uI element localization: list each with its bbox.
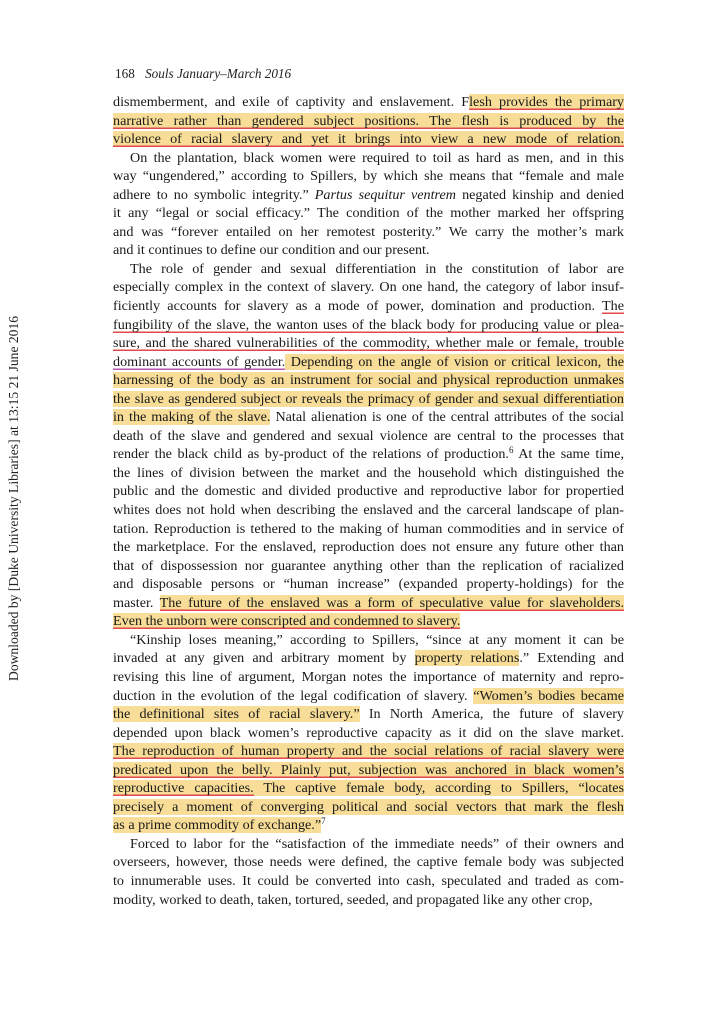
- text-line: [113, 835, 624, 854]
- highlighted-text: predicated upon the belly. Plainly put, subjection was anchored in black women’s: [113, 761, 624, 778]
- text-line: [113, 130, 624, 149]
- text-line: [113, 816, 624, 835]
- highlighted-text: as a prime commodity of exchange.”: [113, 817, 322, 834]
- text-line: [113, 149, 624, 168]
- footnote-ref: 7: [321, 816, 326, 827]
- text-run: “Kinship loses meaning,” according to Spillers, “since at any moment it can be: [130, 631, 624, 648]
- text-line: [113, 482, 624, 501]
- highlighted-text: reproductive capacities.: [113, 780, 254, 797]
- text-line: [113, 705, 624, 724]
- text-run: Partus sequitur ventrem: [314, 186, 457, 203]
- journal-title: Souls January–March 2016: [145, 66, 292, 81]
- text-line: [113, 353, 624, 372]
- text-line: [113, 278, 624, 297]
- text-run: way “ungendered,” according to Spillers, by which she means that “female and male: [113, 168, 624, 185]
- text-line: [113, 167, 624, 186]
- text-run: modity, worked to death, taken, tortured, seeded, and propagated like any other crop,: [113, 891, 593, 908]
- text-line: [113, 631, 624, 650]
- text-line: [113, 408, 624, 427]
- text-line: [113, 316, 624, 335]
- text-line: [113, 612, 624, 631]
- highlighted-text: Depending on the angle of vision or critical lexicon, the: [285, 353, 624, 370]
- download-watermark: Downloaded by [Duke University Libraries] at 13:15 21 June 2016: [6, 315, 21, 681]
- text-line: [113, 241, 624, 260]
- text-run: tation. Reproduction is tethered to the making of human commodities and in service of: [113, 520, 624, 537]
- text-line: [113, 297, 624, 316]
- text-line: [113, 668, 624, 687]
- highlighted-text: The captive female body, according to Spillers, “locates: [253, 780, 624, 797]
- highlighted-text: in the making of the slave.: [113, 409, 271, 426]
- text-line: [113, 390, 624, 409]
- underlined-text: fungibility of the slave, the wanton uses of the black body for producing value or plea-: [113, 316, 624, 333]
- text-line: [113, 557, 624, 576]
- highlighted-text: “Women’s bodies became: [473, 687, 624, 704]
- text-run: render the black child as by-product of the relations of production.: [113, 446, 509, 463]
- text-run: invaded at any given and arbitrary moment by: [113, 650, 415, 667]
- text-line: [113, 112, 624, 131]
- text-line: [113, 891, 624, 910]
- text-line: [113, 779, 624, 798]
- text-line: [113, 464, 624, 483]
- text-run: whites does not hold when describing the enslaved and the carceral landscape of plan-: [113, 502, 624, 519]
- text-run: that of dispossession nor guarantee anything other than the replication of racialized: [113, 557, 624, 574]
- text-run: public and the domestic and divided productive and reproductive labor for propertied: [113, 483, 624, 500]
- highlighted-text: lesh provides the primary: [469, 94, 624, 110]
- text-run: especially complex in the context of slavery. On one hand, the category of labor insuf-: [113, 279, 624, 296]
- text-run: and disposable persons or “human increase” (expanded property-holdings) for the: [113, 576, 624, 593]
- text-run: At the same time,: [513, 446, 624, 463]
- text-line: [113, 798, 624, 817]
- highlighted-text: narrative rather than gendered subject positions. The flesh is produced by the: [113, 112, 624, 129]
- text-run: In North America, the future of slavery: [359, 706, 624, 723]
- text-line: [113, 371, 624, 390]
- text-run: dismemberment, and exile of captivity and enslavement. F: [113, 94, 470, 110]
- highlighted-text: property relations: [414, 650, 520, 667]
- text-line: [113, 334, 624, 353]
- text-run: duction in the evolution of the legal codification of slavery.: [113, 687, 474, 704]
- text-run: .” Extending and: [519, 650, 624, 667]
- text-line: [113, 761, 624, 780]
- underlined-text: sure, and the shared vulnerabilities of the commodity, whether male or female, trouble: [113, 335, 624, 352]
- text-line: [113, 223, 624, 242]
- page-number: 168: [115, 66, 135, 81]
- text-run: negated kinship and denied: [456, 186, 624, 203]
- underlined-text: dominant accounts of gender.: [113, 353, 286, 370]
- text-line: [113, 742, 624, 761]
- footnote-ref: 6: [508, 445, 514, 456]
- text-line: [113, 445, 624, 464]
- text-run: the marketplace. For the enslaved, reproduction does not ensure any future other than: [113, 539, 624, 556]
- highlighted-text: precisely a moment of converging political and social vectors that mark the flesh: [113, 798, 624, 815]
- text-run: revising this line of argument, Morgan notes the importance of maternity and repro-: [113, 668, 624, 685]
- highlighted-text: the slave as gendered subject or reveals the primacy of gender and sexual differentiation: [113, 390, 624, 407]
- text-run: Forced to labor for the “satisfaction of the immediate needs” of their owners and: [130, 835, 624, 852]
- text-line: [113, 853, 624, 872]
- text-run: master.: [113, 594, 160, 611]
- highlighted-text: Even the unborn were conscripted and condemned to slavery.: [113, 613, 461, 630]
- text-line: [113, 520, 624, 539]
- text-run: the lines of division between the market and the household which distinguished the: [113, 464, 624, 481]
- text-line: [113, 93, 624, 112]
- highlighted-text: violence of racial slavery and yet it brings into view a new mode of relation.: [113, 131, 624, 148]
- text-run: and it continues to define our condition and our present.: [113, 242, 430, 259]
- highlighted-text: harnessing of the body as an instrument for social and physical reproduction unmakes: [113, 372, 624, 389]
- text-line: [113, 594, 624, 613]
- text-line: [113, 575, 624, 594]
- text-run: and was “forever entailed on her remotest posterity.” We carry the mother’s mark: [113, 223, 624, 240]
- text-run: ficiently accounts for slavery as a mode of power, domination and production.: [113, 298, 603, 315]
- text-run: The role of gender and sexual differentiation in the constitution of labor are: [130, 260, 624, 277]
- text-line: [113, 687, 624, 706]
- highlighted-text: The reproduction of human property and the social relations of racial slavery were: [113, 743, 624, 760]
- text-line: [113, 501, 624, 520]
- highlighted-text: the definitional sites of racial slavery.”: [113, 706, 360, 723]
- text-run: to innumerable uses. It could be converted into cash, speculated and traded as com-: [113, 872, 624, 889]
- text-run: On the plantation, black women were required to toil as hard as men, and in this: [130, 149, 624, 166]
- text-run: overseers, however, those needs were defined, the captive female body was subjected: [113, 854, 624, 871]
- text-line: [113, 724, 624, 743]
- text-line: [113, 186, 624, 205]
- text-line: [113, 260, 624, 279]
- text-run: death of the slave and gendered and sexual violence are central to the processes that: [113, 427, 624, 444]
- highlighted-text: The future of the enslaved was a form of speculative value for slaveholders.: [159, 594, 624, 611]
- text-line: [113, 872, 624, 891]
- text-run: it any “legal or social efficacy.” The condition of the mother marked her offspring: [113, 205, 624, 222]
- body-text: [113, 93, 624, 909]
- text-run: depended upon black women’s reproductive capacity as it did on the slave market.: [113, 724, 624, 741]
- running-header: [115, 66, 291, 82]
- text-run: adhere to no symbolic integrity.”: [113, 186, 315, 203]
- text-line: [113, 427, 624, 446]
- underlined-text: The: [602, 298, 624, 315]
- text-run: Natal alienation is one of the central attributes of the social: [270, 409, 624, 426]
- text-line: [113, 204, 624, 223]
- text-line: [113, 538, 624, 557]
- text-line: [113, 649, 624, 668]
